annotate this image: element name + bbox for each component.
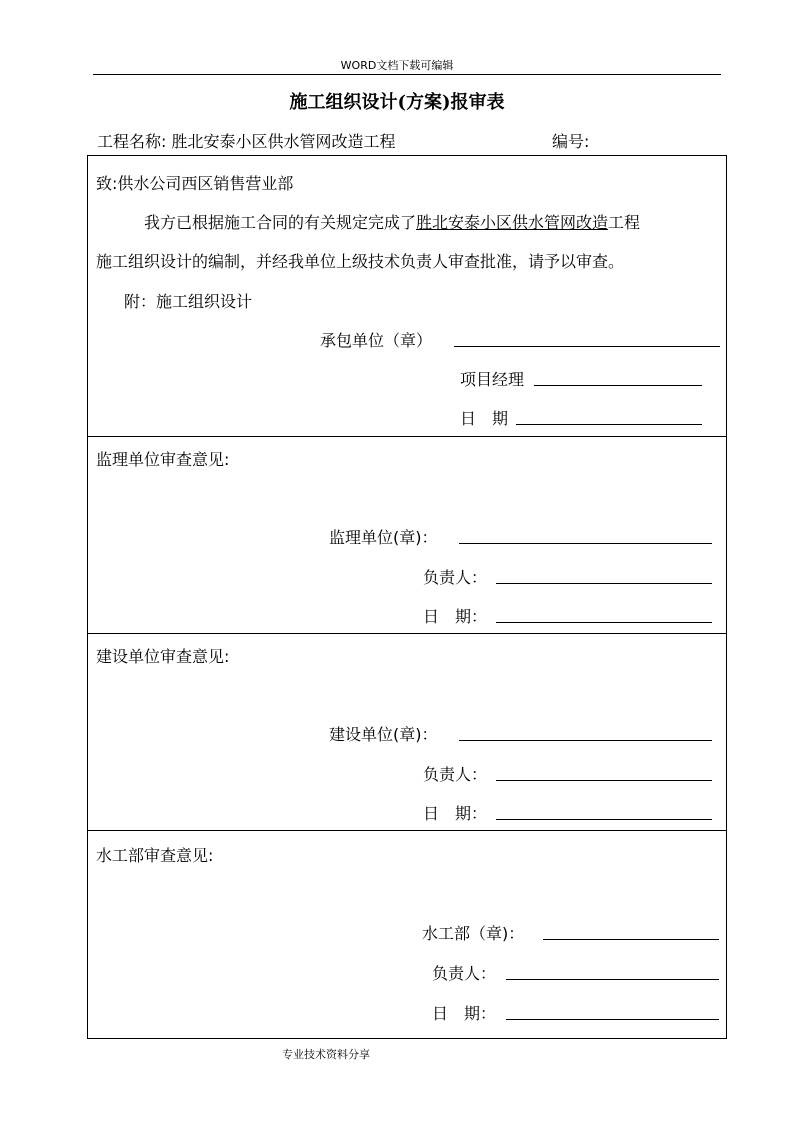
owner-unit-signature-line[interactable] <box>459 740 712 741</box>
water-dept-unit-signature-line[interactable] <box>543 939 719 940</box>
supervision-person-label: 负责人： <box>423 568 488 587</box>
page-footer-text: 专业技术资料分享 <box>282 1048 370 1061</box>
project-manager-signature-line[interactable] <box>534 385 702 386</box>
owner-heading: 建设单位审查意见: <box>96 647 230 666</box>
contractor-unit-label: 承包单位（章） <box>320 331 433 350</box>
water-dept-unit-label: 水工部（章)： <box>422 924 525 943</box>
water-dept-person-label: 负责人： <box>432 964 497 983</box>
owner-date-line[interactable] <box>496 819 712 820</box>
project-number-label: 编号: <box>552 132 590 151</box>
owner-date-label: 日 期： <box>423 804 488 823</box>
header-rule <box>93 74 721 75</box>
supervision-section <box>88 436 726 633</box>
water-dept-heading: 水工部审查意见: <box>96 846 214 865</box>
owner-section <box>88 633 726 830</box>
review-form-table <box>87 155 727 1039</box>
owner-person-signature-line[interactable] <box>496 780 712 781</box>
water-dept-section <box>88 830 726 1038</box>
supervision-unit-signature-line[interactable] <box>459 543 712 544</box>
project-name-value: 胜北安泰小区供水管网改造工程 <box>171 132 396 151</box>
contractor-section <box>88 156 726 436</box>
water-dept-date-line[interactable] <box>506 1019 719 1020</box>
supervision-unit-label: 监理单位(章)： <box>329 528 438 547</box>
project-name-line <box>97 129 396 152</box>
owner-person-label: 负责人： <box>423 765 488 784</box>
supervision-person-signature-line[interactable] <box>496 583 712 584</box>
statement-project-name: 胜北安泰小区供水管网改造 <box>416 213 609 232</box>
project-name-label: 工程名称: <box>97 132 167 151</box>
project-manager-label: 项目经理 <box>460 370 525 389</box>
addressee-text: 致:供水公司西区销售营业部 <box>96 174 294 193</box>
supervision-heading: 监理单位审查意见: <box>96 450 230 469</box>
page-header-text: WORD文档下载可编辑 <box>340 59 454 72</box>
supervision-date-line[interactable] <box>496 622 712 623</box>
contractor-unit-signature-line[interactable] <box>454 346 720 347</box>
supervision-date-label: 日 期： <box>423 607 488 626</box>
statement-prefix: 我方已根据施工合同的有关规定完成了 <box>144 213 417 232</box>
statement-suffix: 工程 <box>608 213 641 232</box>
contractor-date-label: 日 期 <box>460 409 509 428</box>
form-title: 施工组织设计(方案)报审表 <box>289 92 505 113</box>
attachment-text: 附：施工组织设计 <box>124 292 253 311</box>
water-dept-date-label: 日 期： <box>432 1004 497 1023</box>
contractor-date-line[interactable] <box>516 424 702 425</box>
statement-line-2: 施工组织设计的编制，并经我单位上级技术负责人审查批准，请予以审查。 <box>96 252 625 271</box>
water-dept-person-signature-line[interactable] <box>506 979 719 980</box>
owner-unit-label: 建设单位(章)： <box>329 725 438 744</box>
statement-line-1 <box>144 210 640 233</box>
